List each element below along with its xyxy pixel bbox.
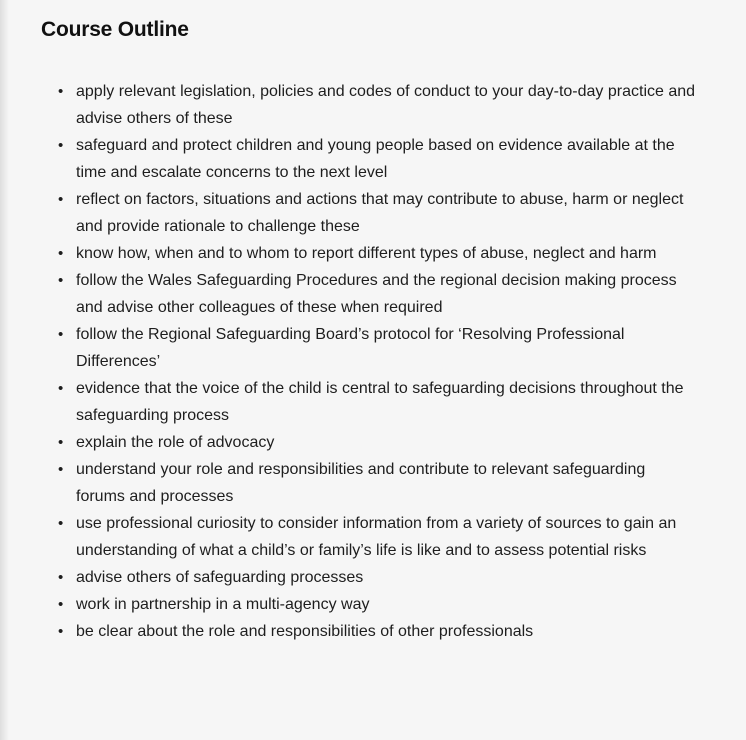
page-title: Course Outline <box>41 18 189 41</box>
outline-item: • advise others of safeguarding processes <box>57 564 698 591</box>
outline-item: • be clear about the role and responsibilities of other professionals <box>57 618 698 645</box>
outline-item: • work in partnership in a multi-agency way <box>57 591 698 618</box>
outline-item: • follow the Regional Safeguarding Board’s protocol for ‘Resolving Professional Differences’ <box>57 321 698 375</box>
outline-item: • evidence that the voice of the child is central to safeguarding decisions throughout the safeguarding process <box>57 375 698 429</box>
outline-item: • know how, when and to whom to report different types of abuse, neglect and harm <box>57 240 698 267</box>
outline-item: • apply relevant legislation, policies and codes of conduct to your day-to-day practice and advise others of these <box>57 78 698 132</box>
outline-item: • safeguard and protect children and young people based on evidence available at the time and escalate concerns to the next level <box>57 132 698 186</box>
outline-item: • understand your role and responsibilities and contribute to relevant safeguarding forums and processes <box>57 456 698 510</box>
outline-item: • explain the role of advocacy <box>57 429 698 456</box>
course-outline-list <box>57 78 706 645</box>
outline-item: • reflect on factors, situations and actions that may contribute to abuse, harm or neglect and provide rationale to challenge these <box>57 186 698 240</box>
outline-item: • use professional curiosity to consider information from a variety of sources to gain an understanding of what a child’s or family’s life is like and to assess potential risks <box>57 510 698 564</box>
page-left-edge <box>0 0 9 740</box>
outline-item: • follow the Wales Safeguarding Procedures and the regional decision making process and advise other colleagues of these when required <box>57 267 698 321</box>
